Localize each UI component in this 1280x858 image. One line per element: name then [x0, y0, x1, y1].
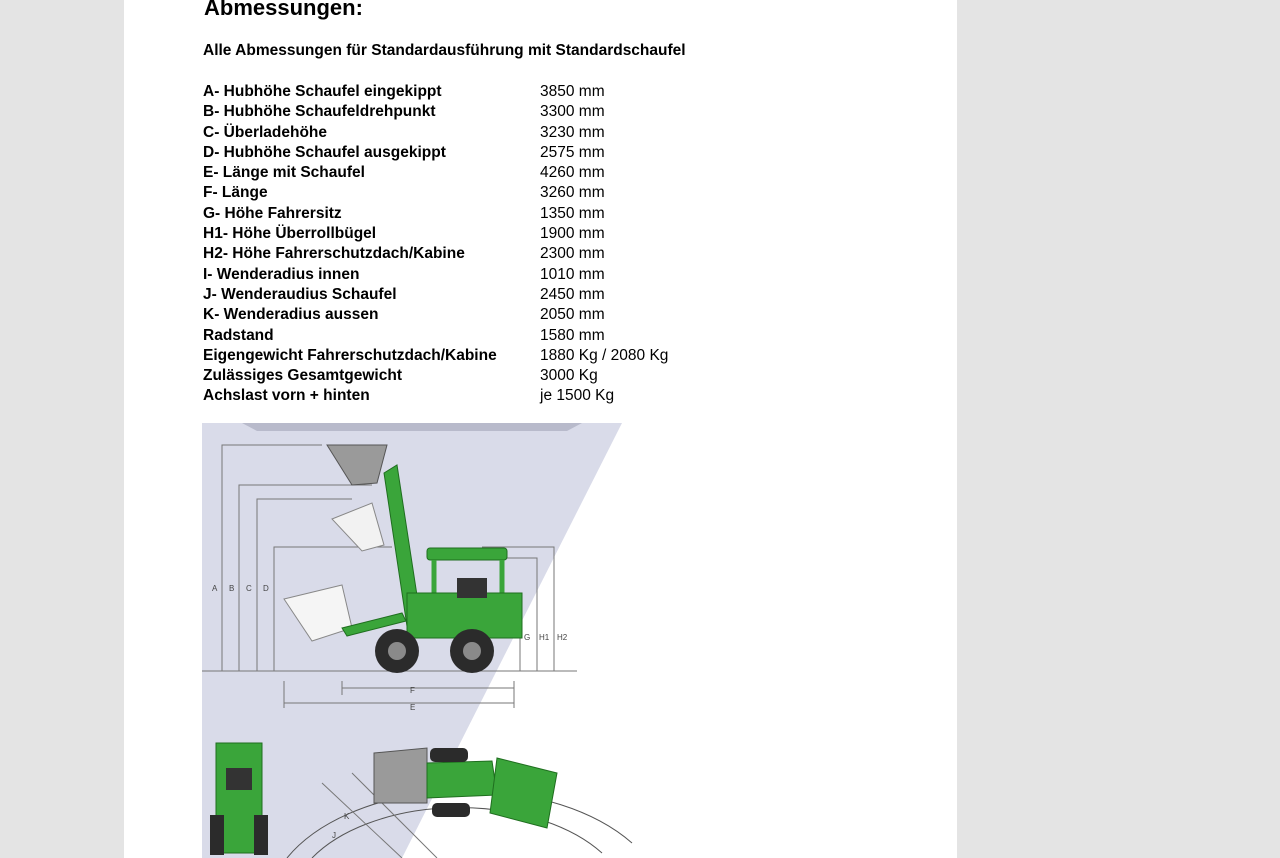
spec-row: [203, 244, 723, 264]
spec-label: J- Wenderaudius Schaufel: [203, 285, 397, 303]
spec-label: Radstand: [203, 326, 274, 344]
spec-row: [203, 265, 723, 285]
dim-label-d: D: [263, 584, 269, 593]
spec-value: 3300 mm: [540, 103, 605, 121]
spec-value: 3230 mm: [540, 123, 605, 141]
spec-row: [203, 183, 723, 203]
document-page: [124, 0, 957, 858]
spec-value: 1010 mm: [540, 265, 605, 283]
spec-label: K- Wenderadius aussen: [203, 306, 379, 324]
spec-value: 2575 mm: [540, 143, 605, 161]
spec-value: 1900 mm: [540, 225, 605, 243]
spec-value: 2450 mm: [540, 285, 605, 303]
spec-label: G- Höhe Fahrersitz: [203, 204, 342, 222]
spec-row: [203, 346, 723, 366]
spec-value: 1350 mm: [540, 204, 605, 222]
spec-label: Zulässiges Gesamtgewicht: [203, 367, 402, 385]
spec-row: [203, 143, 723, 163]
spec-value: 3260 mm: [540, 184, 605, 202]
spec-value: 2300 mm: [540, 245, 605, 263]
dim-label-b: B: [229, 584, 235, 593]
dim-label-h1: H1: [539, 633, 550, 642]
dim-label-f: F: [410, 686, 415, 695]
dim-label-j: J: [332, 831, 336, 840]
spec-value: 1880 Kg / 2080 Kg: [540, 346, 669, 364]
spec-value: 3000 Kg: [540, 367, 598, 385]
dim-label-g: G: [524, 633, 531, 642]
spec-row: [203, 204, 723, 224]
spec-row: [203, 82, 723, 102]
loader-drawing-svg: [202, 423, 662, 858]
spec-label: F- Länge: [203, 184, 268, 202]
spec-value: je 1500 Kg: [540, 387, 615, 405]
spec-label: C- Überladehöhe: [203, 123, 328, 141]
spec-row: [203, 326, 723, 346]
top-shadow-band: [242, 423, 582, 431]
spec-value: 4260 mm: [540, 164, 605, 182]
spec-label: B- Hubhöhe Schaufeldrehpunkt: [203, 103, 436, 121]
spec-row: [203, 123, 723, 143]
spec-value: 2050 mm: [540, 306, 605, 324]
spec-label: Achslast vorn + hinten: [203, 387, 370, 405]
spec-row: [203, 386, 723, 406]
spec-label: H2- Höhe Fahrerschutzdach/Kabine: [203, 245, 465, 263]
spec-value: 1580 mm: [540, 326, 605, 344]
dim-label-a: A: [212, 584, 218, 593]
spec-row: [203, 102, 723, 122]
spec-label: A- Hubhöhe Schaufel eingekippt: [203, 83, 442, 100]
spec-label: E- Länge mit Schaufel: [203, 164, 365, 182]
spec-row: [203, 305, 723, 325]
spec-row: [203, 366, 723, 386]
spec-label: Eigengewicht Fahrerschutzdach/Kabine: [203, 346, 497, 364]
spec-label: I- Wenderadius innen: [203, 265, 360, 283]
spec-row: [203, 285, 723, 305]
page-heading: Abmessungen:: [204, 0, 363, 20]
spec-value: 3850 mm: [540, 83, 605, 100]
spec-row: [203, 224, 723, 244]
loader-rear-top-view-icon: [490, 758, 557, 828]
bucket-top-view-icon: [374, 748, 427, 803]
dim-label-e: E: [410, 703, 416, 712]
dim-label-k: K: [344, 812, 350, 821]
dim-label-h2: H2: [557, 633, 568, 642]
front-view-loader-icon: [210, 743, 268, 855]
loader-dimension-drawing: [202, 423, 662, 858]
spec-row: [203, 163, 723, 183]
page-subheading: Alle Abmessungen für Standardausführung mit Standardschaufel: [203, 42, 686, 59]
loader-top-view-icon: [427, 761, 497, 798]
spec-label: H1- Höhe Überrollbügel: [203, 225, 377, 243]
spec-label: D- Hubhöhe Schaufel ausgekippt: [203, 143, 446, 161]
specifications-table: [203, 82, 723, 407]
dim-label-c: C: [246, 584, 252, 593]
